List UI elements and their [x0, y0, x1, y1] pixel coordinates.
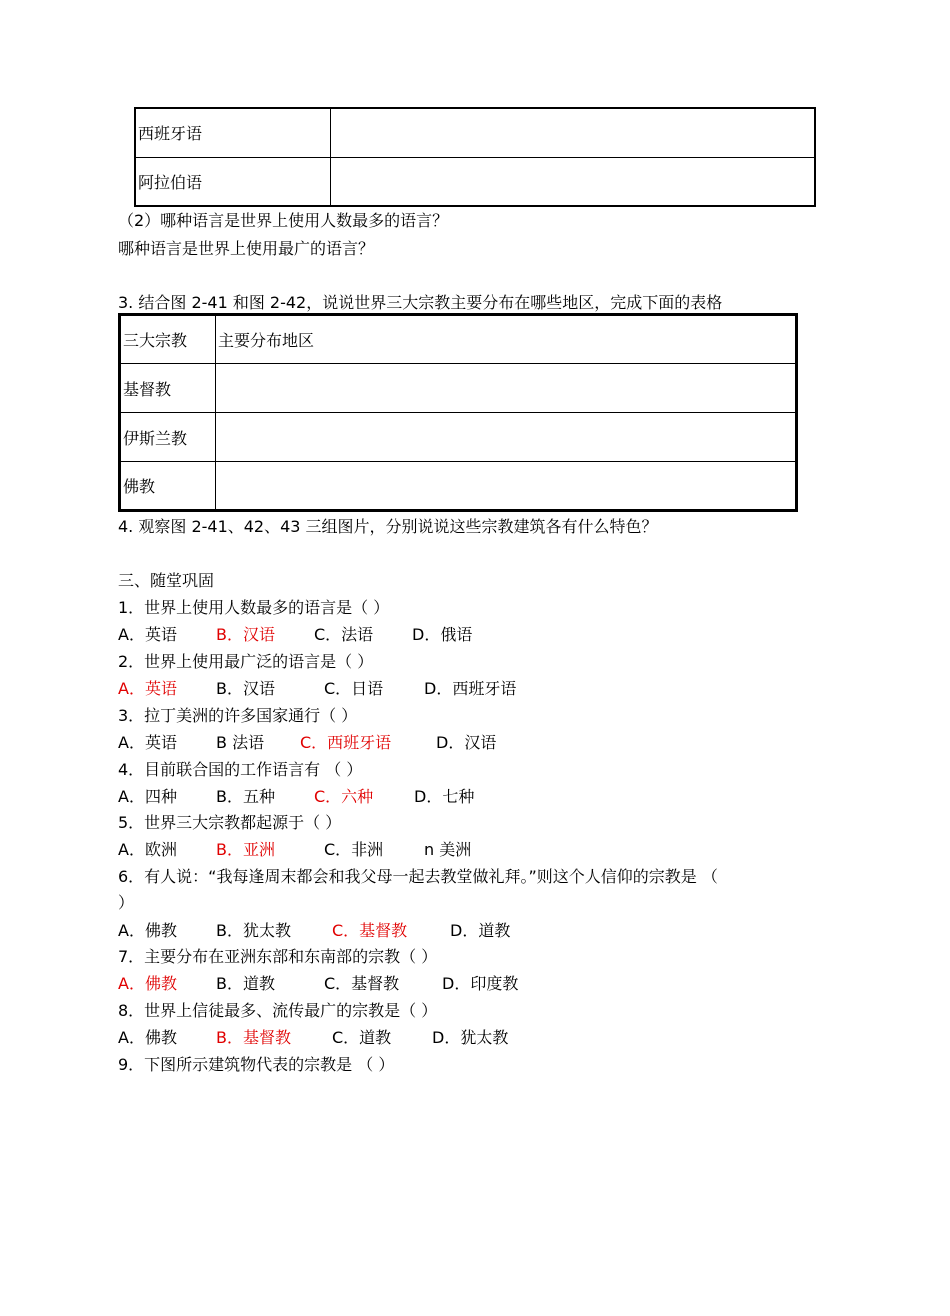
table-cell-value — [216, 364, 797, 413]
option-answer: A．英语 — [118, 679, 177, 698]
option: C．法语 — [314, 625, 374, 644]
quiz-options — [118, 918, 510, 941]
option: C．道教 — [332, 1028, 392, 1047]
quiz-options — [118, 784, 474, 807]
quiz-question: 3．拉丁美洲的许多国家通行（ ） — [118, 706, 358, 725]
option: n 美洲 — [424, 840, 472, 859]
option: C．非洲 — [324, 840, 384, 859]
quiz-question: 2．世界上使用最广泛的语言是（ ） — [118, 652, 374, 671]
option: A．佛教 — [118, 921, 177, 940]
option: B．道教 — [216, 974, 275, 993]
option-answer: B．基督教 — [216, 1028, 291, 1047]
option: D．道教 — [450, 921, 511, 940]
question-2-line-1: （2）哪种语言是世界上使用人数最多的语言？ — [118, 211, 449, 230]
option: B．汉语 — [216, 679, 275, 698]
question-2-line-2: 哪种语言是世界上使用最广的语言？ — [118, 239, 375, 258]
option-answer: B．亚洲 — [216, 840, 275, 859]
table-cell-label: 基督教 — [120, 364, 216, 413]
table-cell-label: 伊斯兰教 — [120, 413, 216, 462]
table-header-region: 主要分布地区 — [216, 315, 797, 364]
option: A．英语 — [118, 733, 177, 752]
question-4: 4. 观察图 2-41、42、43 三组图片，分别说说这些宗教建筑各有什么特色？ — [118, 517, 658, 536]
option: D．西班牙语 — [424, 679, 517, 698]
question-3: 3. 结合图 2-41 和图 2-42，说说世界三大宗教主要分布在哪些地区，完成下面的表格 — [118, 293, 723, 312]
option: D．犹太教 — [432, 1028, 509, 1047]
table-cell-label: 西班牙语 — [135, 108, 331, 157]
table-cell-value — [331, 157, 816, 206]
table-cell-label: 阿拉伯语 — [135, 157, 331, 206]
quiz-question: 9．下图所示建筑物代表的宗教是 （ ） — [118, 1055, 395, 1074]
table-cell-value — [331, 108, 816, 157]
language-table — [134, 107, 816, 207]
table-cell-value — [216, 413, 797, 462]
option-answer: B．汉语 — [216, 625, 275, 644]
option: C．日语 — [324, 679, 384, 698]
option: A．佛教 — [118, 1028, 177, 1047]
option: B．五种 — [216, 787, 275, 806]
option: C．基督教 — [324, 974, 400, 993]
quiz-options — [118, 971, 518, 994]
quiz-question: 5．世界三大宗教都起源于（ ） — [118, 813, 342, 832]
quiz-options — [118, 676, 516, 699]
option-answer: C．西班牙语 — [300, 733, 392, 752]
religion-table — [118, 313, 798, 512]
quiz-question: 6．有人说：“我每逢周末都会和我父母一起去教堂做礼拜。”则这个人信仰的宗教是 （ — [118, 867, 718, 886]
table-cell-label: 佛教 — [120, 462, 216, 511]
quiz-question: 7．主要分布在亚洲东部和东南部的宗教（ ） — [118, 947, 438, 966]
option: D．七种 — [414, 787, 475, 806]
option-answer: C．六种 — [314, 787, 374, 806]
quiz-options — [118, 1025, 508, 1048]
quiz-question: 1．世界上使用人数最多的语言是（ ） — [118, 598, 390, 617]
quiz-question-continued: ） — [118, 893, 135, 912]
option: D．印度教 — [442, 974, 519, 993]
option: B．犹太教 — [216, 921, 291, 940]
quiz-options — [118, 730, 496, 753]
quiz-question: 4．目前联合国的工作语言有 （ ） — [118, 760, 363, 779]
quiz-options — [118, 622, 472, 645]
quiz-options — [118, 837, 471, 860]
table-cell-value — [216, 462, 797, 511]
option: A．四种 — [118, 787, 177, 806]
option: D．汉语 — [436, 733, 497, 752]
option: B 法语 — [216, 733, 265, 752]
option-answer: A．佛教 — [118, 974, 177, 993]
table-header-religion: 三大宗教 — [120, 315, 216, 364]
section-title: 三、随堂巩固 — [118, 571, 215, 590]
option: A．英语 — [118, 625, 177, 644]
option-answer: C．基督教 — [332, 921, 408, 940]
option: D．俄语 — [412, 625, 473, 644]
quiz-question: 8．世界上信徒最多、流传最广的宗教是（ ） — [118, 1001, 438, 1020]
option: A．欧洲 — [118, 840, 177, 859]
